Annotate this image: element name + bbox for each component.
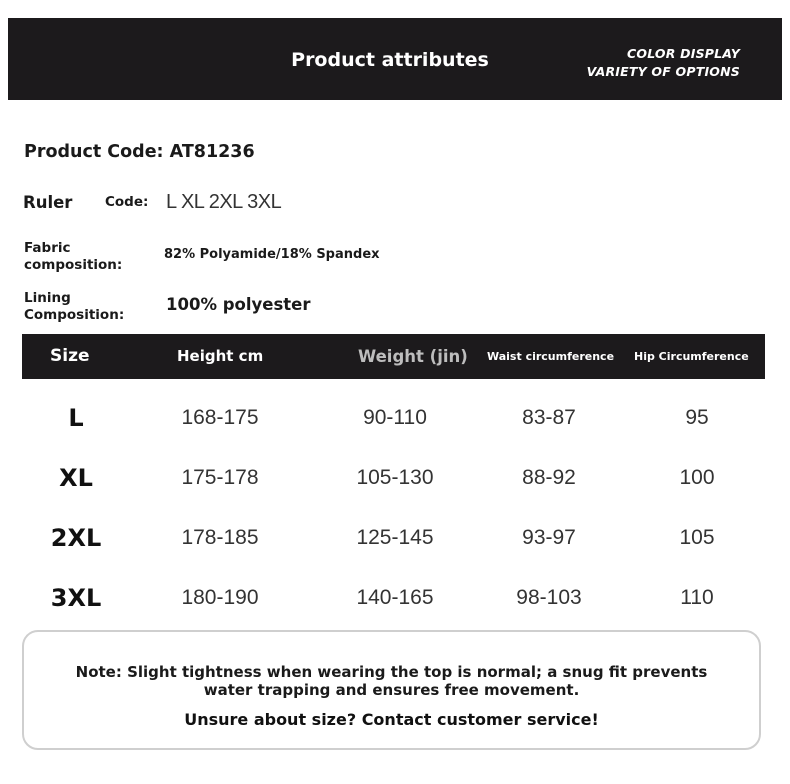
height-cell: 180-190 [181, 586, 259, 609]
size-cell: 2XL [50, 524, 102, 552]
hip-cell: 95 [685, 406, 709, 429]
waist-cell: 88-92 [522, 466, 576, 489]
note-box [22, 630, 761, 750]
header-hip: Hip Circumference [634, 350, 749, 363]
weight-cell: 125-145 [356, 526, 434, 549]
size-cell: L [68, 404, 84, 432]
banner-tagline-1: COLOR DISPLAY [627, 46, 740, 61]
weight-cell: 105-130 [356, 466, 434, 489]
lining-value: 100% polyester [166, 295, 311, 314]
size-cell: 3XL [50, 584, 102, 612]
size-cell: XL [59, 464, 93, 492]
header-waist: Waist circumference [487, 350, 615, 363]
banner-title: Product attributes [291, 49, 489, 71]
fabric-label-line2: composition: [24, 257, 123, 273]
hip-cell: 100 [679, 466, 715, 489]
lining-label-line2: Composition: [24, 307, 125, 323]
table-row [22, 518, 765, 558]
size-table-header [22, 334, 765, 379]
lining-label-line1: Lining [24, 290, 71, 306]
fit-note: Note: Slight tightness when wearing the top is normal; a snug fit prevents water trapping and ensures free movement. [75, 663, 708, 699]
header-banner [8, 18, 782, 100]
header-weight: Weight (jin) [358, 347, 468, 366]
weight-cell: 90-110 [363, 406, 427, 429]
ruler-sizes: L XL 2XL 3XL [166, 191, 282, 213]
table-row [22, 458, 765, 498]
waist-cell: 98-103 [516, 586, 582, 609]
table-row [22, 578, 765, 618]
waist-cell: 93-97 [522, 526, 576, 549]
fabric-label-line1: Fabric [24, 240, 71, 256]
ruler-code-label: Code: [105, 194, 149, 210]
hip-cell: 110 [680, 586, 714, 609]
contact-note: Unsure about size? Contact customer service! [184, 710, 599, 729]
waist-cell: 83-87 [522, 406, 576, 429]
banner-tagline-2: VARIETY OF OPTIONS [586, 64, 740, 79]
table-row [22, 398, 765, 438]
fabric-label [24, 240, 122, 274]
header-size: Size [50, 346, 90, 366]
hip-cell: 105 [679, 526, 715, 549]
ruler-label: Ruler [23, 193, 73, 212]
product-code: Product Code: AT81236 [24, 142, 255, 162]
height-cell: 175-178 [181, 466, 259, 489]
header-height: Height cm [177, 347, 264, 365]
height-cell: 168-175 [181, 406, 259, 429]
lining-label [24, 290, 124, 324]
height-cell: 178-185 [181, 526, 259, 549]
weight-cell: 140-165 [356, 586, 434, 609]
fabric-value: 82% Polyamide/18% Spandex [164, 247, 380, 262]
